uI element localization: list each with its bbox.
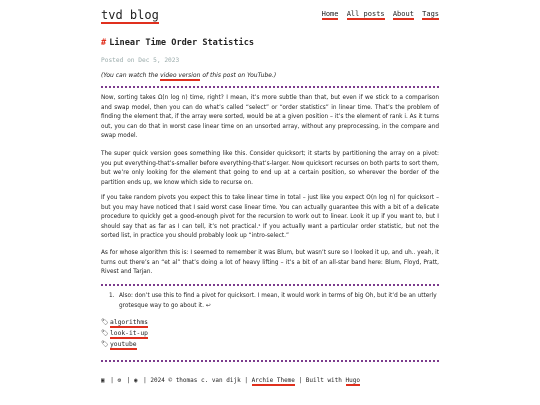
footnote-number: 1. bbox=[109, 293, 115, 299]
post-title bbox=[101, 38, 254, 48]
footnote-text: Also: don’t use this to find a pivot for quicksort. I mean, it would work in terms of big Oh, but it’d be an utterly grotesque way to go about it. ↩ bbox=[119, 293, 437, 309]
built-with: Built with bbox=[305, 377, 342, 384]
tag-item bbox=[101, 318, 148, 328]
tag-youtube[interactable]: youtube bbox=[110, 341, 137, 348]
divider-top bbox=[101, 86, 439, 88]
post-date: Posted on Dec 5, 2023 bbox=[101, 57, 180, 64]
site-footer: ▣ | ⚙ | ◉ | 2024 © thomas c. van dijk | Archie Theme | Built with Hugo bbox=[101, 377, 360, 384]
tag-icon: 🏷 bbox=[101, 330, 109, 337]
heading-hash: # bbox=[101, 38, 107, 48]
theme-link[interactable]: Archie Theme bbox=[251, 377, 295, 384]
rss-icon[interactable]: ▣ bbox=[101, 377, 105, 384]
nav-all-posts[interactable]: All posts bbox=[346, 10, 385, 18]
code-icon[interactable]: ⚙ bbox=[117, 377, 122, 384]
github-icon[interactable]: ◉ bbox=[133, 377, 138, 384]
tag-item bbox=[101, 329, 148, 339]
paragraph-2: The super quick version goes something like this. Consider quicksort; it starts by partitioning the array on a pivot: you put everything-that’s-smaller before everything-that’s-larger. Now quicksort recurses on both parts to sort them, but we’re only looking for the element that going to end up at a certain position, so wherever the border of the partition ends up, we know which side to recurse on. bbox=[101, 151, 439, 186]
tag-icon: 🏷 bbox=[101, 341, 109, 348]
paragraph-3: If you take random pivots you expect this to take linear time in total – just like you expect O(n log n) for quicksort – but you may have noticed that I said worst case linear time. You can actually guarantee this with a bit of a delicate procedure to quickly get a good-enough pivot for the recursion to work out to linear. Look it up if you want to, but I should say that as far as I can tell, it’s not practical.¹ If you actually want a particular order statistic, but not the sorted list, in practice you should probably look up “intro-select.” bbox=[101, 195, 439, 239]
paragraph-1: Now, sorting takes Ω(n log n) time, right? I mean, it’s more subtle than that, but even if we stick to a comparison and swap model, then you can do what’s called “select” or “order statistics” in linear time. That’s the problem of finding the element that, if the array were sorted, would be at a given position – it’s the element of rank i. As it turns out, you can do that in worst case linear time on an unsorted array, without any preprocessing, in the compare and swap model. bbox=[101, 95, 439, 139]
paragraph-4: As for whose algorithm this is: I seemed to remember it was Blum, but wasn’t sure so I looked it up, and uh.. yeah, it turns out there’s an “et al” that’s doing a lot of heavy lifting – it’s a bit of an all-star band here: Blum, Floyd, Pratt, Rivest and Tarjan. bbox=[101, 250, 439, 275]
video-link[interactable]: video version bbox=[160, 72, 201, 79]
divider-footnotes bbox=[101, 284, 439, 286]
note-before: (You can watch the bbox=[101, 72, 161, 79]
note-after: of this post on YouTube.) bbox=[200, 72, 277, 79]
copyright: 2024 © thomas c. van dijk bbox=[150, 377, 241, 384]
tag-algorithms[interactable]: algorithms bbox=[110, 319, 148, 326]
site-header bbox=[101, 8, 439, 24]
tag-icon: 🏷 bbox=[101, 319, 109, 326]
nav-tags[interactable]: Tags bbox=[422, 10, 439, 18]
nav-about[interactable]: About bbox=[392, 10, 414, 18]
tag-item bbox=[101, 340, 137, 350]
hugo-link[interactable]: Hugo bbox=[345, 377, 360, 384]
tag-look-it-up[interactable]: look-it-up bbox=[110, 330, 148, 337]
site-brand[interactable]: tvd blog bbox=[101, 8, 159, 22]
top-nav bbox=[318, 10, 439, 18]
divider-footer bbox=[101, 360, 439, 362]
post-title-text: Linear Time Order Statistics bbox=[109, 38, 255, 48]
nav-home[interactable]: Home bbox=[321, 10, 339, 18]
video-note bbox=[101, 72, 276, 79]
